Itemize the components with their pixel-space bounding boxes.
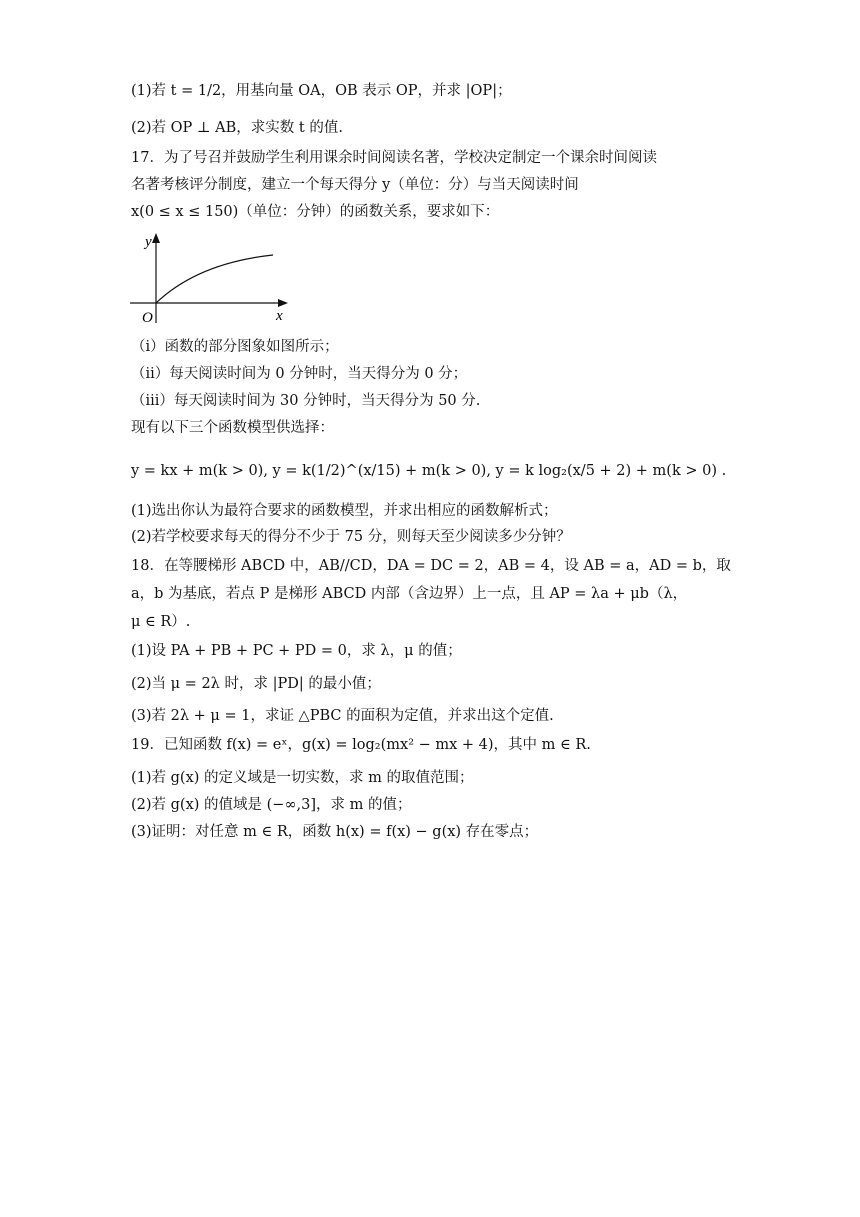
origin-label: O [142,310,153,326]
q17-intro-line1: 17．为了号召并鼓励学生利用课余时间阅读名著，学校决定制定一个课余时间阅读 [131,150,657,166]
q18-intro-line3: μ ∈ R）. [131,614,191,630]
q18-intro-line2: a，b 为基底，若点 P 是梯形 ABCD 内部（含边界）上一点，且 AP = λa + μb（λ， [131,586,688,602]
q16-part2: (2)若 OP ⊥ AB，求实数 t 的值. [131,120,343,136]
q17-models-intro: 现有以下三个函数模型供选择： [131,420,334,436]
q18-part3: (3)若 2λ + μ = 1，求证 △PBC 的面积为定值，并求出这个定值. [131,708,554,724]
q17-intro-line2: 名著考核评分制度，建立一个每天得分 y（单位：分）与当天阅读时间 [131,177,579,193]
q17-part1: (1)选出你认为最符合要求的函数模型，并求出相应的函数解析式； [131,503,558,519]
q17-requirement-1: （i）函数的部分图象如图所示； [131,339,339,355]
q19-part2: (2)若 g(x) 的值域是 (−∞,3]，求 m 的值； [131,797,412,813]
q17-intro-line3: x(0 ≤ x ≤ 150)（单位：分钟）的函数关系，要求如下： [131,204,500,220]
x-axis-label: x [276,308,283,324]
y-axis-arrow [152,233,160,243]
q17-requirement-3: （iii）每天阅读时间为 30 分钟时，当天得分为 50 分. [131,393,481,409]
function-curve [156,255,273,303]
q16-part1: (1)若 t = 1/2，用基向量 OA，OB 表示 OP，并求 |OP|； [131,83,512,99]
q19-part3: (3)证明：对任意 m ∈ R，函数 h(x) = f(x) − g(x) 存在零点； [131,824,539,840]
x-axis-arrow [278,299,288,307]
function-graph [128,228,290,328]
q17-models-formula: y = kx + m(k > 0), y = k(1/2)^(x/15) + m(k > 0), y = k log₂(x/5 + 2) + m(k > 0) . [131,463,727,479]
y-axis-label: y [145,234,152,250]
q18-part2: (2)当 μ = 2λ 时，求 |PD| 的最小值； [131,676,381,692]
q19-part1: (1)若 g(x) 的定义域是一切实数，求 m 的取值范围； [131,770,474,786]
q17-requirement-2: （ii）每天阅读时间为 0 分钟时，当天得分为 0 分； [131,366,468,382]
q18-part1: (1)设 PA + PB + PC + PD = 0，求 λ，μ 的值； [131,643,462,659]
q18-intro-line1: 18．在等腰梯形 ABCD 中，AB//CD，DA = DC = 2，AB = 4，设 AB = a，AD = b，取 [131,558,731,574]
q19-intro: 19．已知函数 f(x) = eˣ，g(x) = log₂(mx² − mx + 4)，其中 m ∈ R. [131,737,591,753]
q17-part2: (2)若学校要求每天的得分不少于 75 分，则每天至少阅读多少分钟？ [131,529,571,545]
